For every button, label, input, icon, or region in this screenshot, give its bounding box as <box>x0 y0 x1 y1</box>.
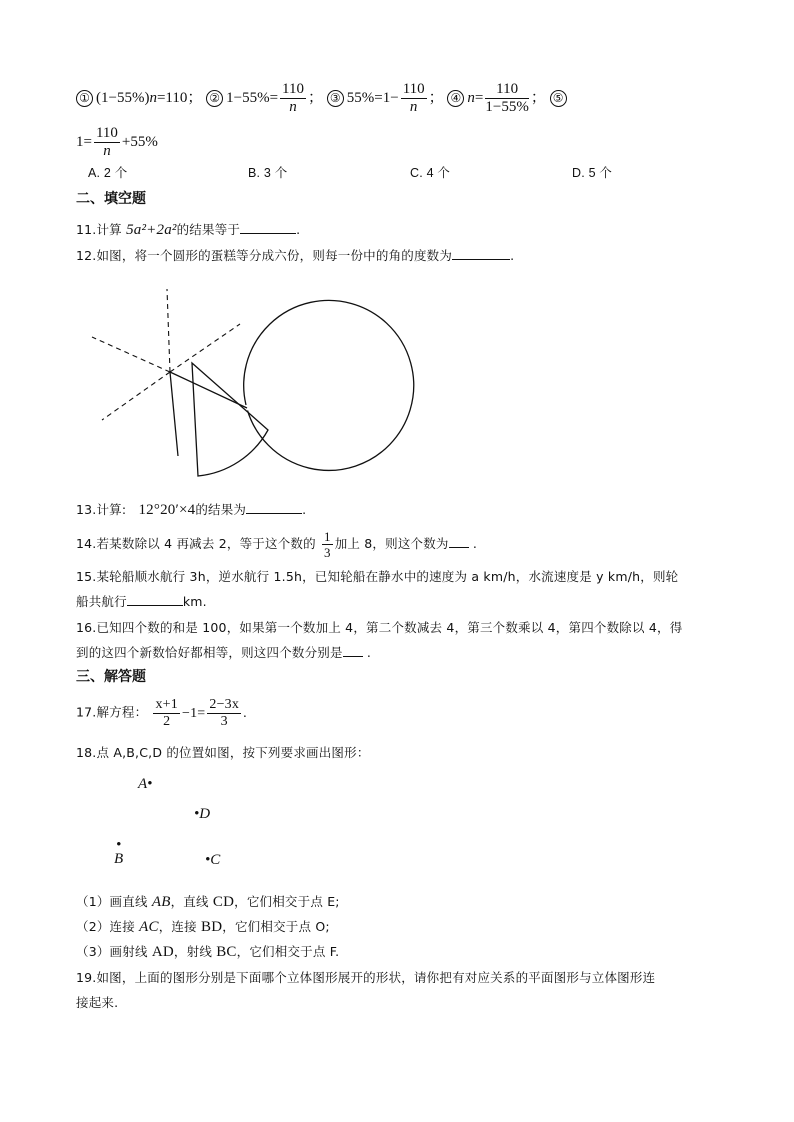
circled-number-3: ③ <box>327 90 344 107</box>
q18-step-3: （3）画射线 AD，射线 BC，它们相交于点 F. <box>76 944 340 960</box>
answer-blank <box>127 593 183 606</box>
q18-step-1: （1）画直线 AB，直线 CD，它们相交于点 E; <box>76 894 340 910</box>
q10-item-2: ② 1−55%= $\frac{110}{n}$ ； <box>206 90 327 106</box>
point-a-label: A• <box>138 776 153 792</box>
fraction: $\frac{1}{3}$ <box>324 529 331 560</box>
cake-outline <box>244 300 414 470</box>
fraction: $\frac{110}{n}$ <box>402 81 425 115</box>
question-17: 17.解方程： $\frac{x+1}{2}$ −1= $\frac{2-3x}{3}$ . <box>76 697 247 729</box>
question-15-line-1: 15.某轮船顺水航行 3h，逆水航行 1.5h，已知轮船在静水中的速度为 a km/h，水流速度是 y km/h，则轮 <box>76 569 679 584</box>
fraction: $\frac{x+1}{2}$ <box>155 697 178 729</box>
q17-equation: $\frac{x+1}{2}$ −1= $\frac{2-3x}{3}$ . <box>155 697 247 729</box>
q10-item-3: ③ 55%=1− $\frac{110}{n}$ ； <box>327 90 448 106</box>
q10-item-1: ① (1−55%)n=110； <box>76 90 206 106</box>
q11-expression: 5a²+2a² <box>126 222 177 238</box>
point-c-label: •C <box>205 852 221 868</box>
cake-dashed-cut <box>170 324 240 372</box>
circled-number-1: ① <box>76 90 93 107</box>
cake-slice <box>192 363 268 476</box>
section-heading-fill-in: 二、填空题 <box>76 191 146 207</box>
fraction: $\frac{110}{n}$ <box>282 81 304 115</box>
option-d: D. 5 个 <box>572 166 613 180</box>
option-c: C. 4 个 <box>410 166 451 180</box>
question-11: 11.计算 5a²+2a²的结果等于 . <box>76 222 301 238</box>
question-13: 13.计算: 12°20′×4的结果为 . <box>76 502 307 518</box>
answer-blank <box>246 501 302 514</box>
question-19-line-2: 接起来. <box>76 995 119 1010</box>
answer-blank <box>343 644 363 657</box>
cake-dashed-cut <box>92 337 170 372</box>
q13-expression: 12°20′×4 <box>138 502 196 518</box>
question-12: 12.如图，将一个圆形的蛋糕等分成六份，则每一份中的角的度数为 . <box>76 248 515 263</box>
cake-dashed-cut <box>102 372 170 420</box>
fraction: $\frac{2-3x}{3}$ <box>209 697 240 729</box>
circled-number-5: ⑤ <box>550 90 567 107</box>
option-b: B. 3 个 <box>248 166 288 180</box>
section-heading-solve: 三、解答题 <box>76 669 146 685</box>
cake-dashed-cut <box>167 289 170 372</box>
point-d-label: •D <box>194 806 211 822</box>
answer-blank <box>449 535 469 548</box>
question-19-line-1: 19.如图，上面的图形分别是下面哪个立体图形展开的形状，请你把有对应关系的平面图形与立体图形连 <box>76 970 656 985</box>
cake-cut-edge-lower <box>170 372 178 456</box>
fraction: $\frac{110}{n}$ <box>95 125 118 159</box>
circled-number-4: ④ <box>447 90 464 107</box>
point-b-label: • B <box>114 837 124 867</box>
q18-step-2: （2）连接 AC，连接 BD，它们相交于点 O; <box>76 919 330 935</box>
question-16-line-2: 到的这四个新数恰好都相等，则这四个数分别是 . <box>76 645 372 660</box>
question-18: 18.点 A,B,C,D 的位置如图，按下列要求画出图形： <box>76 745 370 760</box>
question-15-line-2: 船共航行 km. <box>76 594 207 609</box>
question-16-line-1: 16.已知四个数的和是 100，如果第一个数加上 4，第二个数减去 4，第三个数乘以 4，第四个数除以 4，得 <box>76 620 683 635</box>
option-a: A. 2 个 <box>88 166 128 180</box>
circled-number-2: ② <box>206 90 223 107</box>
q10-item-4: ④ n= $\frac{110}{1-55\%}$ ； <box>447 90 549 106</box>
question-14: 14.若某数除以 4 再减去 2，等于这个数的 $\frac{1}{3}$ 加上 8，则这个数为 . <box>76 529 478 560</box>
fraction: $\frac{110}{1-55\%}$ <box>485 81 529 115</box>
q10-statement-5: 1= $\frac{110}{n}$ +55% <box>76 125 158 159</box>
